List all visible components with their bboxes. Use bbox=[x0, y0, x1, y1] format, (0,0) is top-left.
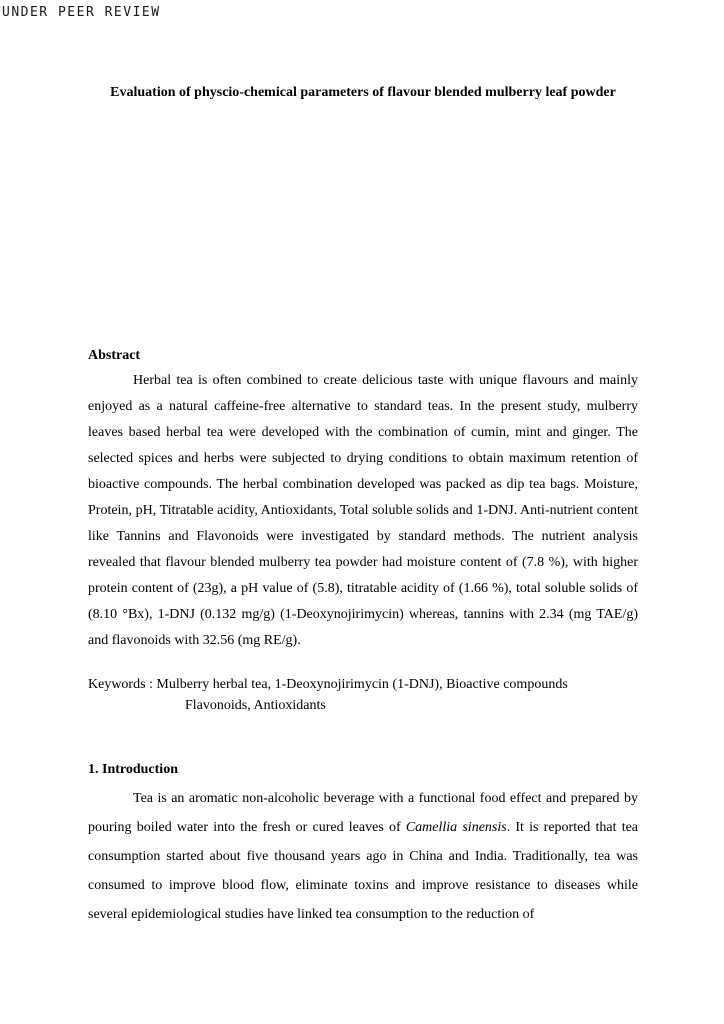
introduction-species-name: Camellia sinensis bbox=[405, 820, 507, 835]
introduction-text-before-italic: Tea is an aromatic non-alcoholic beverage with a functional food effect and prepared by pouring boiled water into the fresh or cured leaves of bbox=[88, 791, 638, 835]
peer-review-banner: UNDER PEER REVIEW bbox=[2, 5, 161, 20]
keywords-line-2: Flavonoids, Antioxidants bbox=[185, 698, 326, 713]
keywords-block bbox=[88, 674, 638, 716]
abstract-heading: Abstract bbox=[88, 348, 141, 363]
abstract-text: Herbal tea is often combined to create delicious taste with unique flavours and mainly enjoyed as a natural caffeine-free alternative to standard teas. In the present study, mulberry leaves based herbal tea were developed with the combination of cumin, mint and ginger. The selected spices and herbs were subjected to drying conditions to obtain maximum retention of bioactive compounds. The herbal combination developed was packed as dip tea bags. Moisture, Protein, pH, Titratable acidity, Antioxidants, Total soluble solids and 1-DNJ. Anti-nutrient content like Tannins and Flavonoids were investigated by standard methods. The nutrient analysis revealed that flavour blended mulberry tea powder had moisture content of (7.8 %), with higher protein content of (23g), a pH value of (5.8), titratable acidity of (1.66 %), total soluble solids of (8.10 °Bx), 1-DNJ (0.132 mg/g) (1-Deoxynojirimycin) whereas, tannins with 2.34 (mg TAE/g) and flavonoids with 32.56 (mg RE/g). bbox=[88, 373, 638, 648]
introduction-text-after-italic: . It is reported that tea consumption started about five thousand years ago in China and India. Traditionally, tea was consumed to improve blood flow, eliminate toxins and improve resistance to diseases while several epidemiological studies have linked tea consumption to the reduction of bbox=[88, 820, 639, 922]
paper-title: Evaluation of physcio-chemical parameters of flavour blended mulberry leaf powder bbox=[110, 85, 616, 100]
introduction-heading: 1. Introduction bbox=[88, 762, 178, 777]
introduction-text bbox=[88, 784, 638, 929]
keywords-line-1: Keywords : Mulberry herbal tea, 1-Deoxynojirimycin (1-DNJ), Bioactive compounds bbox=[88, 677, 568, 692]
